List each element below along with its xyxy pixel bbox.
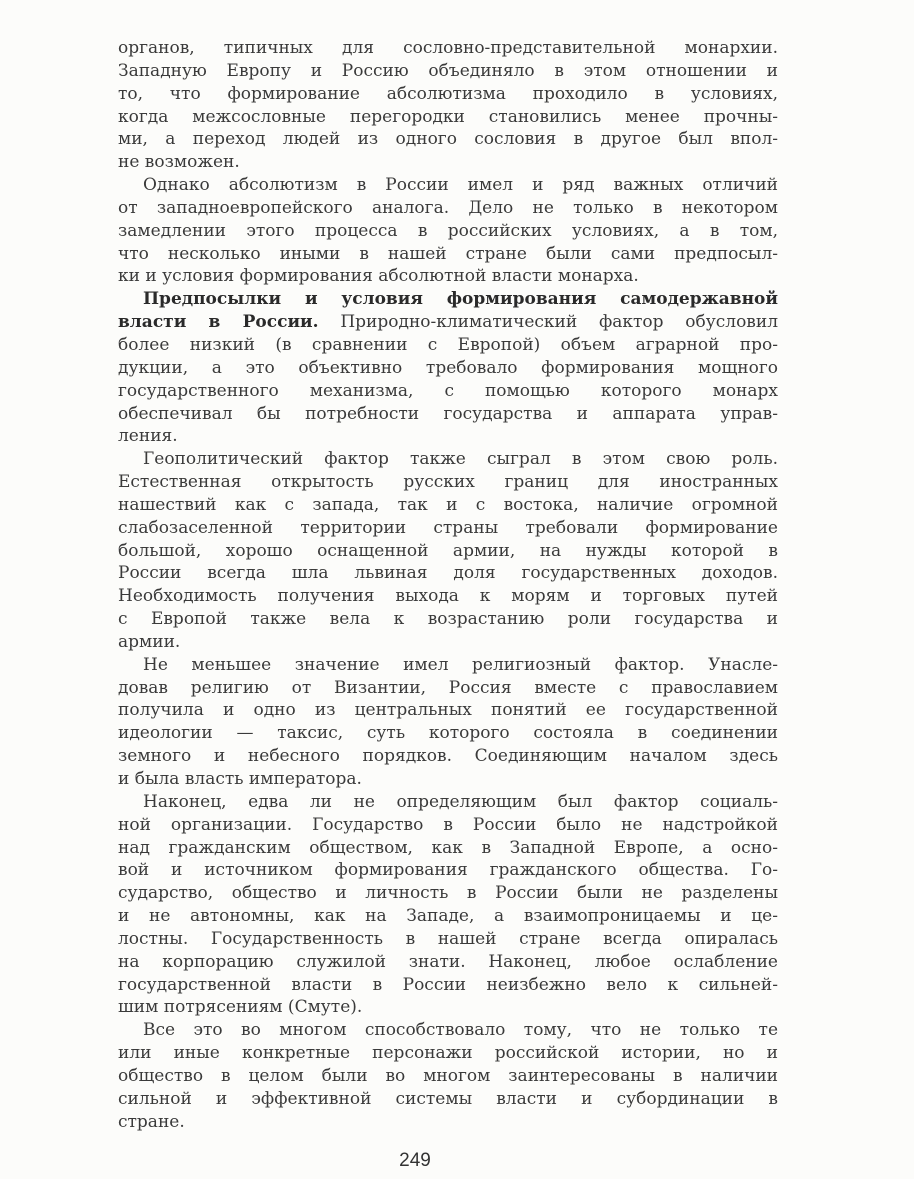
text-line (118, 1019, 778, 1042)
text-line (118, 37, 778, 60)
text-line (118, 174, 778, 197)
line-text: или иные конкретные персонажи российской истории, но и (118, 1043, 778, 1064)
text-line (118, 996, 778, 1019)
text-line (118, 403, 778, 426)
text-line (118, 288, 778, 311)
text-line (118, 768, 778, 791)
line-text: получила и одно из центральных понятий ее государственной (118, 700, 778, 721)
text-line (118, 357, 778, 380)
text-line (118, 1088, 778, 1111)
line-text: то, что формирование абсолютизма проходило в условиях, (118, 83, 778, 104)
line-text: Естественная открытость русских границ для иностранных (118, 472, 778, 493)
text-line (118, 265, 778, 288)
line-text: более низкий (в сравнении с Европой) объем аграрной про- (118, 334, 778, 355)
line-text: Наконец, едва ли не определяющим был фактор социаль- (143, 791, 778, 812)
paragraph (118, 288, 778, 448)
line-text: с Европой также вела к возрастанию роли государства и (118, 609, 778, 630)
text-line (118, 837, 778, 860)
text-line (118, 882, 778, 905)
line-text: когда межсословные перегородки становились менее прочны- (118, 106, 778, 127)
text-line (118, 1042, 778, 1065)
text-line (118, 243, 778, 266)
text-line (118, 631, 778, 654)
line-text: стране. (118, 1111, 185, 1132)
line-text: дукции, а это объективно требовало формирования мощного (118, 357, 778, 378)
line-text: довав религию от Византии, Россия вместе с православием (118, 677, 778, 698)
text-line (118, 425, 778, 448)
paragraph (118, 174, 778, 288)
text-line (118, 722, 778, 745)
text-line (118, 197, 778, 220)
line-text: над гражданским обществом, как в Западной Европе, а осно- (118, 837, 778, 858)
line-text: сударство, общество и личность в России были не разделены (118, 883, 778, 904)
text-line (118, 1065, 778, 1088)
line-text: не возможен. (118, 152, 240, 173)
paragraph (118, 1019, 778, 1133)
page-number: 249 (399, 1150, 431, 1171)
line-text: и не автономны, как на Западе, а взаимопроницаемы и це- (118, 906, 778, 927)
line-text: сильной и эффективной системы власти и субординации в (118, 1088, 778, 1109)
line-text: ной организации. Государство в России было не надстройкой (118, 814, 778, 835)
text-line (118, 974, 778, 997)
paragraph (118, 654, 778, 791)
text-line (118, 517, 778, 540)
paragraph (118, 37, 778, 174)
text-line (118, 448, 778, 471)
line-text: Необходимость получения выхода к морям и торговых путей (118, 586, 778, 607)
text-line (118, 791, 778, 814)
line-text: слабозаселенной территории страны требовали формирование (118, 517, 778, 538)
text-line (118, 380, 778, 403)
text-line (118, 951, 778, 974)
line-text: ления. (118, 426, 178, 447)
text-line (118, 151, 778, 174)
line-text: и была власть императора. (118, 769, 362, 789)
line-text: Природно-климатический фактор обусловил (318, 312, 779, 333)
paragraph (118, 448, 778, 654)
text-line (118, 699, 778, 722)
line-text: Все это во многом способствовало тому, что не только те (143, 1020, 778, 1041)
line-text: вой и источником формирования гражданского общества. Го- (118, 860, 778, 881)
line-text: государственного механизма, с помощью которого монарх (118, 380, 778, 401)
line-text: ми, а переход людей из одного сословия в другое был впол- (118, 129, 778, 150)
line-text: шим потрясениям (Смуте). (118, 997, 363, 1018)
line-text: идеологии — таксис, суть которого состояла в соединении (118, 723, 778, 744)
line-text: замедлении этого процесса в российских условиях, а в том, (118, 220, 778, 241)
text-line (118, 745, 778, 768)
text-line (118, 471, 778, 494)
text-line (118, 654, 778, 677)
line-text: армии. (118, 631, 181, 652)
text-line (118, 928, 778, 951)
line-text: земного и небесного порядков. Соединяющим началом здесь (118, 746, 778, 767)
text-line (118, 608, 778, 631)
text-line (118, 562, 778, 585)
paragraph (118, 791, 778, 1019)
line-text: большой, хорошо оснащенной армии, на нужды которой в (118, 540, 778, 561)
line-text: органов, типичных для сословно-представительной монархии. (118, 38, 778, 58)
text-line (118, 60, 778, 83)
text-line (118, 334, 778, 357)
text-line (118, 585, 778, 608)
text-line (118, 905, 778, 928)
line-text: Западную Европу и Россию объединяло в этом отношении и (118, 60, 778, 81)
line-text: государственной власти в России неизбежно вело к сильней- (118, 974, 778, 995)
text-line (118, 1111, 778, 1134)
line-text: что несколько иными в нашей стране были сами предпосыл- (118, 243, 778, 264)
line-text: России всегда шла львиная доля государственных доходов. (118, 563, 778, 584)
text-line (118, 220, 778, 243)
text-line (118, 859, 778, 882)
line-text: Не меньшее значение имел религиозный фактор. Унасле- (143, 654, 778, 675)
line-text: общество в целом были во многом заинтересованы в наличии (118, 1065, 778, 1086)
line-text: нашествий как с запада, так и с востока, наличие огромной (118, 494, 778, 515)
line-text: Геополитический фактор также сыграл в этом свою роль. (143, 449, 778, 470)
line-text: ки и условия формирования абсолютной власти монарха. (118, 266, 639, 287)
line-text: от западноевропейского аналога. Дело не только в некотором (118, 197, 778, 218)
text-line (118, 106, 778, 129)
text-line (118, 311, 778, 334)
text-line (118, 83, 778, 106)
line-text: обеспечивал бы потребности государства и аппарата управ- (118, 403, 778, 424)
text-line (118, 494, 778, 517)
line-text: на корпорацию служилой знати. Наконец, любое ослабление (118, 951, 778, 972)
bold-heading-text: Предпосылки и условия формирования самодержавной (143, 289, 778, 310)
text-line (118, 128, 778, 151)
line-text: лостны. Государственность в нашей стране всегда опиралась (118, 928, 778, 949)
bold-heading-text: власти в России. (118, 312, 319, 333)
text-line (118, 814, 778, 837)
text-line (118, 677, 778, 700)
line-text: Однако абсолютизм в России имел и ряд важных отличий (143, 175, 778, 196)
page-body-text (118, 37, 778, 1134)
text-line (118, 540, 778, 563)
